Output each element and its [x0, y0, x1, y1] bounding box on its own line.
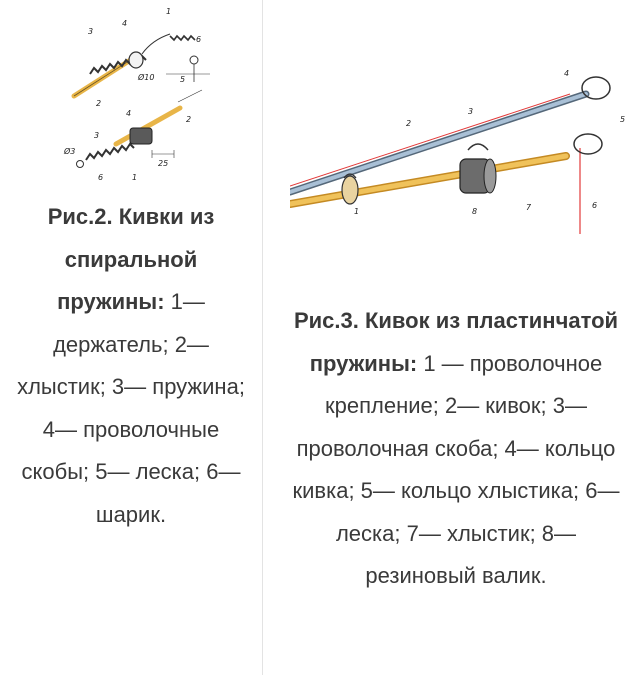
wire-clamp — [342, 174, 358, 204]
whip-ring — [574, 134, 602, 154]
figure-3-description: 1 — проволочное крепление; 2— кивок; 3— проволочная скоба; 4— кольцо кивка; 5— кольцо хлыстика; 6— леска; 7— хлыстик; 8— резиновый валик. — [292, 350, 620, 588]
fig3-label-8: 8 — [472, 207, 478, 216]
figure-2-column — [0, 0, 262, 675]
fig2-label-5: 5 — [180, 75, 186, 84]
fig2-label-4: 4 — [122, 19, 128, 28]
fig3-label-2: 2 — [406, 119, 412, 128]
fig2-bottom-label-1: 1 — [132, 173, 138, 182]
fig3-label-1: 1 — [354, 207, 360, 216]
wire-bracket — [468, 144, 488, 150]
figure-3-title: Рис.3. Кивок из пластинчатой пружины: — [293, 308, 619, 376]
fig3-label-3: 3 — [468, 107, 474, 116]
fig2-label-3: 3 — [88, 27, 94, 36]
fig2-label-6: 6 — [196, 35, 202, 44]
rubber-roller — [460, 159, 496, 193]
fig3-label-5: 5 — [620, 115, 626, 124]
fig2-dim-diameter: Ø10 — [138, 73, 155, 82]
nod-ring — [582, 77, 610, 99]
fig2-bottom-label-6: 6 — [98, 173, 104, 182]
figure-2-caption — [8, 196, 254, 536]
fig2-label-1: 1 — [166, 7, 172, 16]
spiral-spring-nod-top — [74, 34, 210, 96]
fig3-label-6: 6 — [592, 201, 598, 210]
figure-2-description: 1— держатель; 2— хлыстик; 3— пружина; 4— проволочные скобы; 5— леска; 6— шарик. — [17, 289, 245, 527]
figure-3-column — [262, 0, 640, 675]
fig3-label-4: 4 — [564, 69, 570, 78]
fig2-bottom-label-4: 4 — [126, 109, 132, 118]
fig2-dim-length: 25 — [158, 159, 169, 168]
fig2-label-2: 2 — [96, 99, 102, 108]
figure-2-title: Рис.2. Кивки из спиральной пружины: — [47, 204, 215, 314]
figure-3-caption — [278, 300, 634, 598]
fig2-bottom-label-3: 3 — [94, 131, 100, 140]
fig2-dim-ball: Ø3 — [64, 147, 76, 156]
fig3-label-7: 7 — [526, 203, 532, 212]
figure-2-illustration — [62, 4, 212, 186]
figure-3-illustration — [290, 64, 630, 234]
fig2-bottom-label-2: 2 — [186, 115, 192, 124]
